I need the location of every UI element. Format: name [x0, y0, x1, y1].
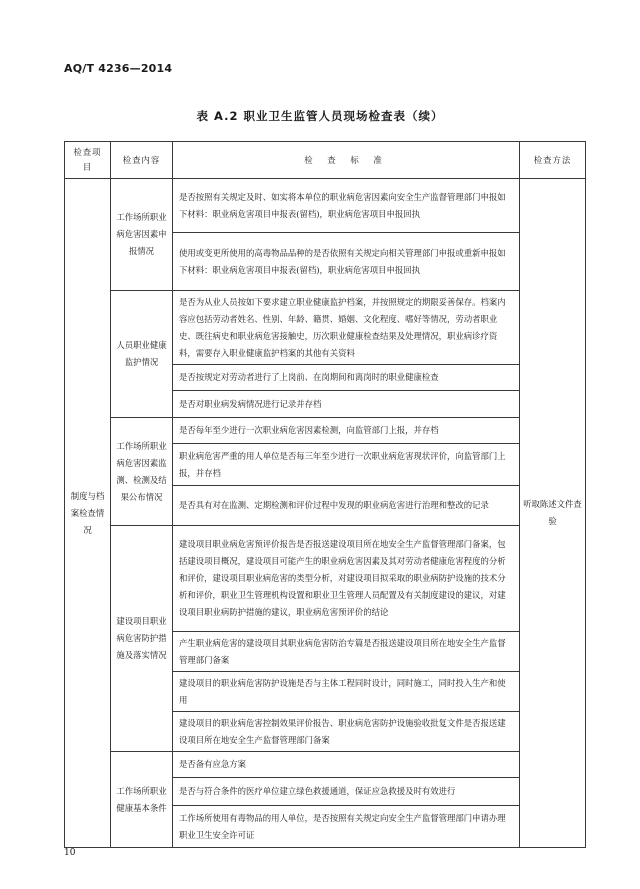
col-header-method: 检查方法: [520, 142, 586, 179]
standard-item: 使用或变更所使用的高毒物品品种的是否依照有关规定向相关管理部门申报或重新申报如下材料：职业病危害项目申报表(留档)，职业病危害项目申报回执: [173, 233, 520, 291]
standard-item: 产生职业病危害的建设项目其职业病危害防治专篇是否报送建设项目所在地安全生产监督管理部门备案: [173, 632, 520, 672]
group-label: 工作场所职业病危害因素监测、检测及结果公布情况: [111, 418, 173, 526]
group-label: 建设项目职业病危害防护措施及落实情况: [111, 526, 173, 752]
table-title: 表 A.2 职业卫生监管人员现场检查表（续）: [196, 109, 444, 123]
standard-item: 是否对职业病发病情况进行记录并存档: [173, 391, 520, 418]
standard-item: 建设项目职业病危害预评价报告是否报送建设项目所在地安全生产监督管理部门备案，包括建设项目概况，建设项目可能产生的职业病危害因素及其对劳动者健康危害程度的分析和评价，建设项目职业病危害的类型分析，对建设项目拟采取的职业病防护设施的技术分析和评价，职业卫生管理机构设置和职业卫生管理人员配置及有关制度建设的建议，对建设项目职业病防护措施的建议，职业病危害预评价的结论: [173, 526, 520, 632]
group-label: 人员职业健康监护情况: [111, 291, 173, 418]
standard-item: 建设项目的职业病危害防护设施是否与主体工程同时设计，同时施工，同时投入生产和使用: [173, 672, 520, 712]
page-number: 10: [64, 848, 76, 858]
standard-item: 工作场所使用有毒物品的用人单位，是否按照有关规定向安全生产监督管理部门申请办理职业卫生安全许可证: [173, 806, 520, 848]
category-cell: 制度与档案检查情况: [65, 179, 111, 848]
group-label: 工作场所职业病危害因素申报情况: [111, 179, 173, 291]
standard-item: 是否与符合条件的医疗单位建立绿色救援通道，保证应急救援及时有效进行: [173, 778, 520, 806]
table-row: [65, 418, 586, 444]
col-header-standard: 检 查 标 准: [173, 142, 520, 179]
standard-number: AQ/T 4236—2014: [64, 62, 173, 75]
col-header-content: 检查内容: [111, 142, 173, 179]
group-label: 工作场所职业健康基本条件: [111, 752, 173, 848]
standard-item: 建设项目的职业病危害控制效果评价报告、职业病危害防护设施验收批复文件是否报送建设项目所在地安全生产监督管理部门备案: [173, 712, 520, 752]
table-header-row: [65, 142, 586, 179]
table-row: [65, 752, 586, 778]
standard-item: 是否按照有关规定及时、如实将本单位的职业病危害因素向安全生产监督管理部门申报如下材料：职业病危害项目申报表(留档)，职业病危害项目申报回执: [173, 179, 520, 233]
standard-item: 是否按规定对劳动者进行了上岗前、在岗期间和离岗时的职业健康检查: [173, 365, 520, 391]
table-row: [65, 526, 586, 632]
table-row: [65, 291, 586, 365]
standard-item: 是否备有应急方案: [173, 752, 520, 778]
standard-item: 职业病危害严重的用人单位是否每三年至少进行一次职业病危害现状评价，向监管部门上报，并存档: [173, 444, 520, 486]
inspection-table: [64, 141, 586, 848]
standard-item: 是否为从业人员按如下要求建立职业健康监护档案，并按照规定的期限妥善保存。档案内容应包括劳动者姓名、性别、年龄、籍贯、婚姻、文化程度、嗜好等情况，劳动者职业史、既往病史和职业病危害接触史，历次职业健康检查结果及处理情况，职业病诊疗资料，需要存入职业健康监护档案的其他有关资料: [173, 291, 520, 365]
table-row: [65, 179, 586, 233]
standard-item: 是否具有对在监测、定期检测和评价过程中发现的职业病危害进行治理和整改的记录: [173, 486, 520, 526]
standard-item: 是否每年至少进行一次职业病危害因素检测，向监管部门上报，并存档: [173, 418, 520, 444]
col-header-item: 检查项目: [65, 142, 111, 179]
method-cell: 听取陈述文件查验: [520, 179, 586, 848]
